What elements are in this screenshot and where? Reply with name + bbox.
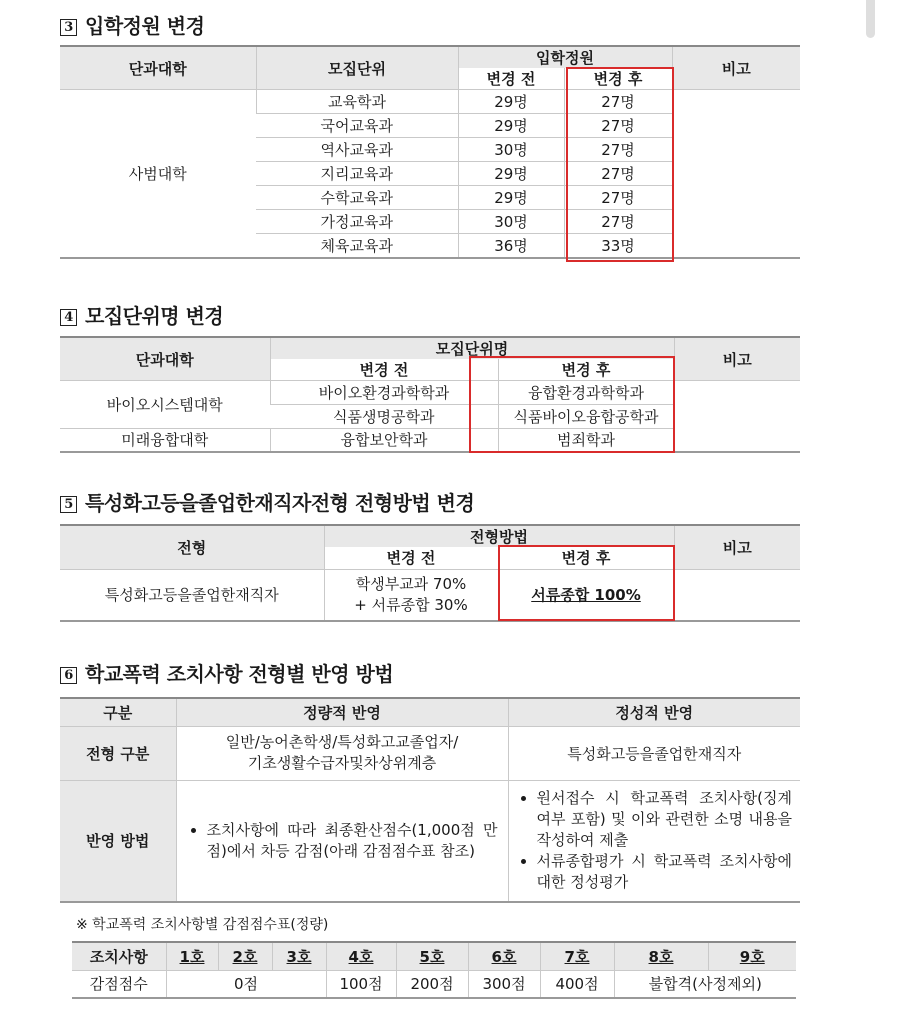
- quant-line-1: 일반/농어촌학생/특성화고교졸업자/: [225, 733, 459, 751]
- before-cell: 30명: [458, 210, 564, 234]
- unit-cell: 체육교육과: [256, 234, 458, 258]
- penalty-score-table: [72, 941, 796, 999]
- note-cell: [672, 90, 800, 258]
- before-cell: 29명: [458, 186, 564, 210]
- unit-cell: 가정교육과: [256, 210, 458, 234]
- after-value: 서류종합 100%: [531, 586, 641, 605]
- bullet-item: • 조치사항에 따라 최종환산점수(1,000점 만점)에서 차등 감점(아래 감점점수표 참조): [207, 820, 498, 862]
- section-5-heading: 특성화고등을졸업한재직자전형 전형방법 변경: [85, 491, 475, 515]
- unit-cell: 지리교육과: [256, 162, 458, 186]
- header-type: 전형: [60, 525, 324, 569]
- header-unit: 모집단위: [256, 46, 458, 90]
- header-before: 변경 전: [324, 547, 498, 569]
- header-quantitative: 정량적 반영: [176, 698, 508, 726]
- after-cell: 27명: [564, 186, 672, 210]
- score-cell: 400점: [540, 970, 614, 998]
- before-cell: 식품생명공학과: [270, 405, 498, 429]
- row-label: 전형 구분: [60, 726, 176, 780]
- header-note: 비고: [672, 46, 800, 90]
- college-cell: 바이오시스템대학: [60, 381, 270, 429]
- section-number: 3: [60, 19, 77, 36]
- before-cell: 29명: [458, 162, 564, 186]
- unit-cell: 교육학과: [256, 90, 458, 114]
- before-cell: 융합보안학과: [270, 429, 498, 452]
- after-cell: 27명: [564, 90, 672, 114]
- score-label: 감점점수: [72, 970, 166, 998]
- header-quota: 입학정원: [458, 46, 672, 68]
- header-after: 변경 후: [498, 547, 674, 569]
- score-cell: 100점: [326, 970, 396, 998]
- before-cell: 바이오환경과학학과: [270, 381, 498, 405]
- score-header: 2호: [218, 942, 272, 970]
- score-header: 조치사항: [72, 942, 166, 970]
- score-header: 4호: [326, 942, 396, 970]
- score-cell: 300점: [468, 970, 540, 998]
- method-change-table: [60, 524, 800, 622]
- before-line-1: 학생부교과 70%: [355, 574, 467, 593]
- score-header: 1호: [166, 942, 218, 970]
- before-cell: [324, 569, 498, 621]
- after-cell: 33명: [564, 234, 672, 258]
- header-category: 구분: [60, 698, 176, 726]
- header-qualitative: 정성적 반영: [508, 698, 800, 726]
- score-header: 8호: [614, 942, 708, 970]
- after-cell: 27명: [564, 162, 672, 186]
- section-6-heading: 학교폭력 조치사항 전형별 반영 방법: [85, 662, 394, 686]
- unit-cell: 수학교육과: [256, 186, 458, 210]
- after-cell: [498, 569, 674, 621]
- section-number: 4: [60, 309, 77, 326]
- quantitative-cell: [176, 726, 508, 780]
- before-line-2: + 서류종합 30%: [354, 595, 468, 614]
- header-after: 변경 후: [564, 68, 672, 90]
- scrollbar[interactable]: [866, 0, 875, 38]
- section-4-heading: 모집단위명 변경: [85, 304, 224, 328]
- score-header: 9호: [708, 942, 796, 970]
- score-header: 3호: [272, 942, 326, 970]
- score-cell: 200점: [396, 970, 468, 998]
- before-cell: 29명: [458, 114, 564, 138]
- header-unit-name: 모집단위명: [270, 337, 674, 359]
- college-cell: 미래융합대학: [60, 429, 270, 452]
- bullet-item: • 원서접수 시 학교폭력 조치사항(징계 여부 포함) 및 이와 관련한 소명 내용을 작성하여 제출: [537, 788, 793, 851]
- section-number: 5: [60, 496, 77, 513]
- after-cell: 융합환경과학학과: [498, 381, 674, 405]
- after-cell: 27명: [564, 138, 672, 162]
- score-cell: 0점: [166, 970, 326, 998]
- section-5-title: [60, 487, 474, 516]
- header-before: 변경 전: [458, 68, 564, 90]
- score-header: 5호: [396, 942, 468, 970]
- quant-line-2: 기초생활수급자및차상위계층: [247, 754, 437, 772]
- note-cell: [674, 569, 800, 621]
- type-cell: 특성화고등을졸업한재직자: [60, 569, 324, 621]
- header-college: 단과대학: [60, 46, 256, 90]
- before-cell: 29명: [458, 90, 564, 114]
- unit-cell: 역사교육과: [256, 138, 458, 162]
- quantitative-cell: [176, 780, 508, 902]
- bullet-item: • 서류종합평가 시 학교폭력 조치사항에 대한 정성평가: [537, 851, 793, 893]
- header-note: 비고: [674, 337, 800, 381]
- header-note: 비고: [674, 525, 800, 569]
- row-label: 반영 방법: [60, 780, 176, 902]
- section-4-title: [60, 300, 223, 329]
- header-before: 변경 전: [270, 359, 498, 381]
- section-3-title: [60, 10, 204, 39]
- section-6-title: [60, 658, 393, 687]
- score-table-note: ※ 학교폭력 조치사항별 감점점수표(정량): [76, 917, 329, 933]
- header-method: 전형방법: [324, 525, 674, 547]
- unit-name-change-table: [60, 336, 800, 453]
- before-cell: 36명: [458, 234, 564, 258]
- after-cell: 27명: [564, 210, 672, 234]
- after-cell: 식품바이오융합공학과: [498, 405, 674, 429]
- section-number: 6: [60, 667, 77, 684]
- after-cell: 범죄학과: [498, 429, 674, 452]
- score-header: 6호: [468, 942, 540, 970]
- quota-change-table: [60, 45, 800, 259]
- violence-reflection-table: [60, 697, 800, 903]
- before-cell: 30명: [458, 138, 564, 162]
- college-cell: 사범대학: [60, 90, 256, 258]
- qualitative-cell: 특성화고등을졸업한재직자: [508, 726, 800, 780]
- after-cell: 27명: [564, 114, 672, 138]
- note-cell: [674, 381, 800, 452]
- qualitative-cell: [508, 780, 800, 902]
- score-cell: 불합격(사정제외): [614, 970, 796, 998]
- header-college: 단과대학: [60, 337, 270, 381]
- section-3-heading: 입학정원 변경: [85, 14, 205, 38]
- header-after: 변경 후: [498, 359, 674, 381]
- score-header: 7호: [540, 942, 614, 970]
- unit-cell: 국어교육과: [256, 114, 458, 138]
